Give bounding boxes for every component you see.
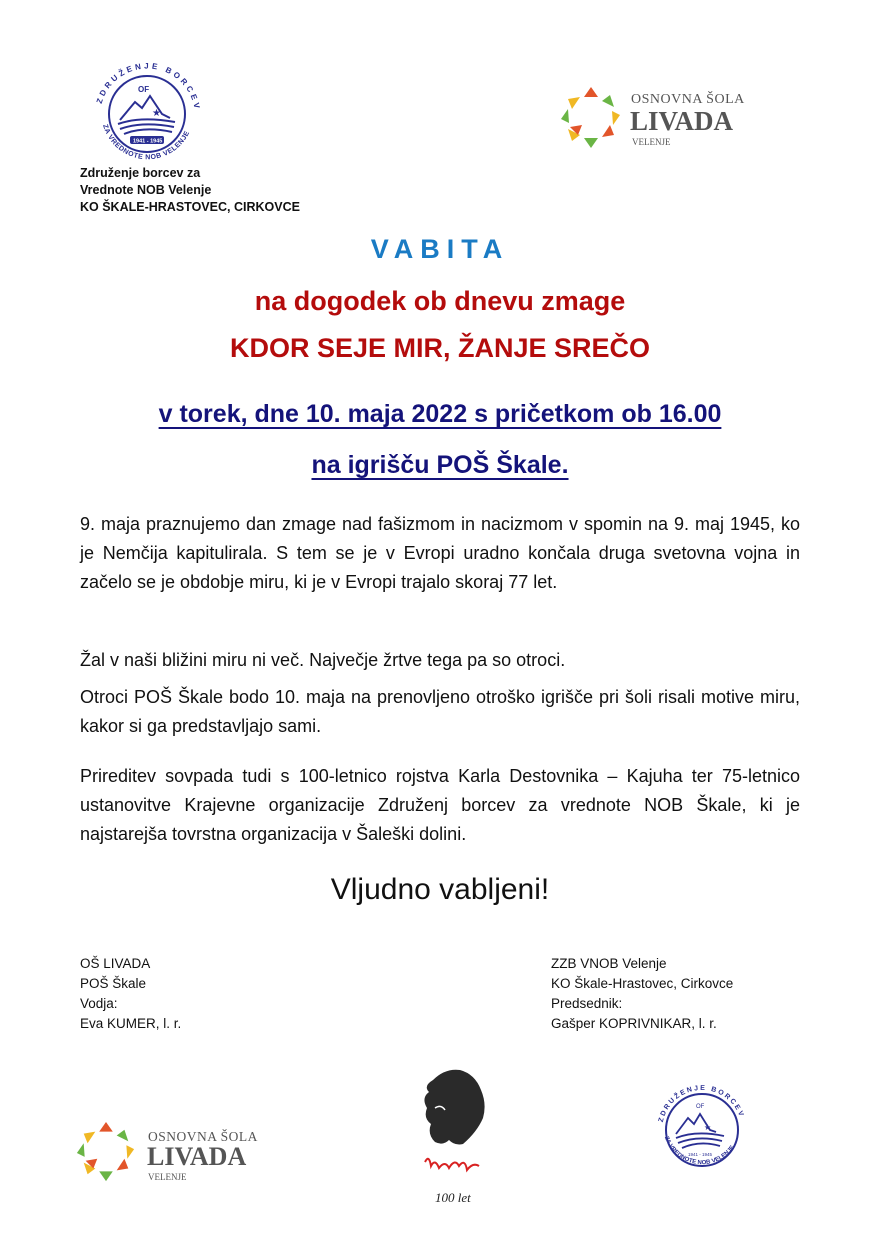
event-subtitle: na dogodek ob dnevu zmage [254,286,626,316]
svg-text:ZA VREDNOTE NOB VELENJE: ZA VREDNOTE NOB VELENJE [662,1135,736,1167]
event-location: na igrišču POŠ Škale. [311,451,569,479]
svg-text:OF: OF [696,1104,705,1110]
svg-text:OF: OF [138,85,150,94]
kajuh-label: 100 let [435,1190,471,1205]
school-name-line2: LIVADA [147,1142,247,1171]
body-paragraph: Žal v naši bližini miru ni več. Največje žrtve tega pa so otroci. [80,650,566,670]
svg-text:★: ★ [152,108,161,119]
org-line: Vrednote NOB Velenje [80,183,212,197]
svg-text:★: ★ [704,1123,712,1132]
signature-line: Eva KUMER, l. r. [80,1016,182,1031]
body-paragraph: 9. maja praznujemo dan zmage nad fašizmom in nacizmom v spomin na 9. maj 1945, ko je Nemčija kapitulirala. S tem se je v Evropi uradno končala druga svetovna vojna in začelo se je obdobje miru, ki je v Evropi trajalo skoraj 77 let. [80,514,800,592]
signature-right [551,954,733,1034]
footer-org-logo [652,1080,752,1180]
signature-line: OŠ LIVADA [80,956,151,971]
organization-name [80,165,300,216]
body-paragraph: Prireditev sovpada tudi s 100-letnico rojstva Karla Destovnika – Kajuha ter 75-letnico ustanovitve Krajevne organizacije Združenj borcev za vrednote NOB Škale, ki je najstarejša tovrstna organizacija v Šaleški dolini. [80,766,800,844]
school-name-line1: OSNOVNA ŠOLA [148,1129,258,1144]
borci-emblem-icon [652,1080,752,1180]
svg-text:1941 - 1945: 1941 - 1945 [688,1152,713,1157]
org-logo [80,58,215,163]
school-name-line3: VELENJE [632,137,671,147]
event-date: v torek, dne 10. maja 2022 s pričetkom ob 16.00 [158,400,722,428]
school-name-line3: VELENJE [148,1172,187,1182]
svg-text:ZDRUŽENJE BORCEV: ZDRUŽENJE BORCEV [657,1084,745,1124]
borci-emblem-icon [80,58,215,163]
svg-text:1941 - 1945: 1941 - 1945 [133,138,163,145]
signature-left [80,954,181,1034]
signature-line: Predsednik: [551,996,623,1011]
body-paragraph: Otroci POŠ Škale bodo 10. maja na prenovljeno otroško igrišče pri šoli risali motive miru, kakor si ga predstavljajo sami. [80,687,800,736]
signature-line: Vodja: [80,996,118,1011]
org-line: Združenje borcev za [80,166,201,180]
signature-line: Gašper KOPRIVNIKAR, l. r. [551,1016,717,1031]
school-name-line2: LIVADA [630,106,734,136]
closing-line: Vljudno vabljeni! [330,873,550,906]
signature-line: POŠ Škale [80,976,147,991]
invitation-heading: VABITA [370,234,510,264]
footer-school-logo [74,1120,274,1190]
kajuh-logo [405,1062,505,1212]
sun-star-icon [558,85,624,151]
svg-text:ZDRUŽENJE BORCEV: ZDRUŽENJE BORCEV [94,61,202,112]
org-line: KO ŠKALE-HRASTOVEC, CIRKOVCE [80,200,300,214]
svg-text:ZA VREDNOTE NOB VELENJE: ZA VREDNOTE NOB VELENJE [101,123,192,162]
signature-line: KO Škale-Hrastovec, Cirkovce [551,976,734,991]
sun-star-icon [74,1120,138,1184]
school-name-line1: OSNOVNA ŠOLA [631,92,745,107]
signature-line: ZZB VNOB Velenje [551,956,667,971]
event-motto: KDOR SEJE MIR, ŽANJE SREČO [229,333,651,363]
school-logo [558,85,758,155]
